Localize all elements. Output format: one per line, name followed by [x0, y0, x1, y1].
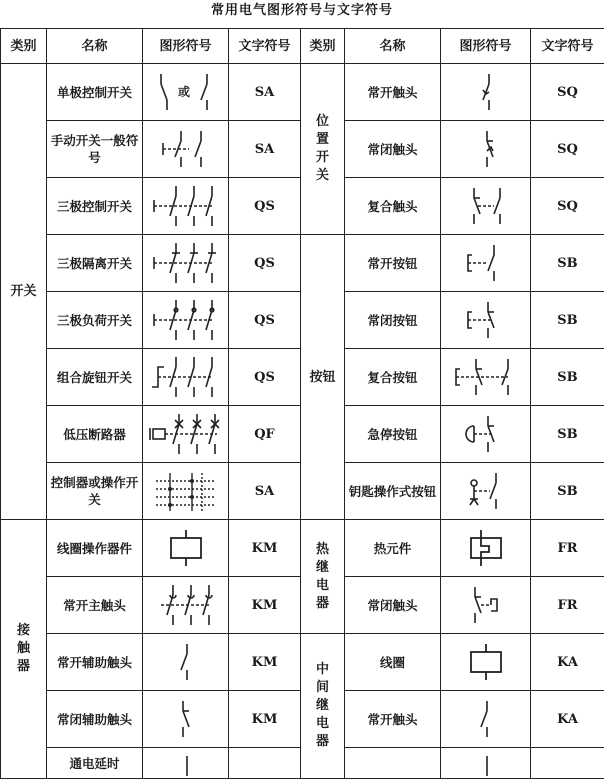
table-row: [1, 64, 604, 121]
coil-icon: [451, 640, 521, 684]
symbol-code: SB: [531, 235, 604, 292]
symbol-name: 复合按钮: [345, 349, 441, 406]
symbol-name: 钥匙操作式按钮: [345, 463, 441, 520]
rotary-switch-icon: [148, 355, 224, 399]
symbol-code: KM: [229, 520, 301, 577]
symbol-name: 常闭触头: [345, 121, 441, 178]
main-contact-icon: [151, 583, 221, 627]
symbol-graphic: [441, 748, 531, 779]
symbol-code: KA: [531, 691, 604, 748]
symbol-graphic: [441, 463, 531, 520]
category-position-switch: 位置开关: [301, 64, 345, 235]
key-operated-button-icon: [448, 469, 524, 513]
symbol-code: SA: [229, 463, 301, 520]
symbol-graphic: [143, 178, 229, 235]
header-row: [1, 29, 604, 64]
symbol-code: SA: [229, 64, 301, 121]
symbol-code: SB: [531, 463, 604, 520]
header-name-left: 名称: [47, 29, 143, 64]
symbol-graphic: [441, 577, 531, 634]
symbol-table: [0, 28, 604, 779]
category-contactor: 接触器: [1, 520, 47, 779]
symbol-graphic: [143, 748, 229, 779]
symbol-name: 线圈操作器件: [47, 520, 143, 577]
manual-switch-icon: [151, 127, 221, 171]
category-thermal-relay: 热继电器: [301, 520, 345, 634]
header-category-left: 类别: [1, 29, 47, 64]
symbol-name: 常闭触头: [345, 577, 441, 634]
symbol-graphic: [143, 634, 229, 691]
symbol-name: 常开触头: [345, 64, 441, 121]
symbol-name: 低压断路器: [47, 406, 143, 463]
header-symbol-left: 图形符号: [143, 29, 229, 64]
symbol-graphic: [441, 691, 531, 748]
circuit-breaker-icon: [147, 412, 225, 456]
symbol-name: 常开触头: [345, 691, 441, 748]
normally-open-contact-icon: [451, 70, 521, 114]
compound-contact-icon: [448, 184, 524, 228]
symbol-code: SB: [531, 406, 604, 463]
symbol-code: QS: [229, 292, 301, 349]
category-button: 按钮: [301, 235, 345, 520]
thermal-element-icon: [451, 526, 521, 570]
symbol-graphic: [441, 349, 531, 406]
header-code-left: 文字符号: [229, 29, 301, 64]
three-pole-load-switch-icon: [148, 298, 224, 342]
push-button-open-icon: [448, 241, 524, 285]
symbol-code: FR: [531, 577, 604, 634]
symbol-graphic: [143, 520, 229, 577]
symbol-graphic: [143, 292, 229, 349]
symbol-graphic: [441, 292, 531, 349]
symbol-code: SB: [531, 349, 604, 406]
three-pole-switch-icon: [148, 184, 224, 228]
symbol-graphic: [143, 691, 229, 748]
symbol-name: 急停按钮: [345, 406, 441, 463]
symbol-code: FR: [531, 520, 604, 577]
symbol-graphic: [441, 178, 531, 235]
header-symbol-right: 图形符号: [441, 29, 531, 64]
table-row: [1, 235, 604, 292]
thermal-nc-contact-icon: [451, 583, 521, 627]
header-name-right: 名称: [345, 29, 441, 64]
symbol-name: 常开主触头: [47, 577, 143, 634]
category-switch: 开关: [1, 64, 47, 520]
symbol-graphic: [441, 406, 531, 463]
symbol-code: [229, 748, 301, 779]
symbol-code: QS: [229, 178, 301, 235]
symbol-code: KM: [229, 691, 301, 748]
compound-button-icon: [446, 355, 526, 399]
symbol-code: SQ: [531, 121, 604, 178]
normally-closed-contact-icon: [451, 127, 521, 171]
single-pole-switch-icon: [151, 70, 221, 114]
symbol-code: KM: [229, 634, 301, 691]
symbol-code: SQ: [531, 64, 604, 121]
symbol-code: [531, 748, 604, 779]
symbol-graphic: [441, 121, 531, 178]
push-button-closed-icon: [448, 298, 524, 342]
symbol-code: SA: [229, 121, 301, 178]
symbol-name: [345, 748, 441, 779]
symbol-code: QF: [229, 406, 301, 463]
symbol-or-text: 或: [177, 84, 189, 99]
symbol-name: 常闭按钮: [345, 292, 441, 349]
three-pole-isolator-icon: [148, 241, 224, 285]
symbol-graphic: [143, 64, 229, 121]
partial-symbol-icon: [451, 750, 521, 776]
symbol-graphic: [143, 235, 229, 292]
controller-switch-icon: [148, 469, 224, 513]
symbol-graphic: [441, 64, 531, 121]
header-code-right: 文字符号: [531, 29, 604, 64]
symbol-code: QS: [229, 235, 301, 292]
table-row: [1, 520, 604, 577]
symbol-name: 三极隔离开关: [47, 235, 143, 292]
category-intermediate-relay: 中间继电器: [301, 634, 345, 779]
symbol-name: 控制器或操作开关: [47, 463, 143, 520]
symbol-name: 热元件: [345, 520, 441, 577]
symbol-name: 三极负荷开关: [47, 292, 143, 349]
normally-closed-contact-icon: [151, 697, 221, 741]
symbol-graphic: [441, 235, 531, 292]
symbol-graphic: [441, 634, 531, 691]
header-category-right: 类别: [301, 29, 345, 64]
symbol-name: 复合触头: [345, 178, 441, 235]
symbol-code: SB: [531, 292, 604, 349]
symbol-graphic: [143, 463, 229, 520]
symbol-name: 常开按钮: [345, 235, 441, 292]
symbol-graphic: [143, 406, 229, 463]
symbol-name: 常闭辅助触头: [47, 691, 143, 748]
symbol-name: 组合旋钮开关: [47, 349, 143, 406]
symbol-name: 线圈: [345, 634, 441, 691]
symbol-name: 手动开关一般符号: [47, 121, 143, 178]
normally-open-contact-icon: [451, 697, 521, 741]
symbol-code: SQ: [531, 178, 604, 235]
symbol-graphic: [143, 121, 229, 178]
symbol-name: 三极控制开关: [47, 178, 143, 235]
page-title: 常用电气图形符号与文字符号: [0, 0, 604, 26]
time-delay-contact-icon: [151, 750, 221, 776]
symbol-graphic: [441, 520, 531, 577]
symbol-code: KA: [531, 634, 604, 691]
symbol-name: 通电延时: [47, 748, 143, 779]
symbol-name: 单极控制开关: [47, 64, 143, 121]
coil-icon: [151, 526, 221, 570]
emergency-stop-icon: [448, 412, 524, 456]
symbol-graphic: [143, 577, 229, 634]
symbol-name: 常开辅助触头: [47, 634, 143, 691]
symbol-code: KM: [229, 577, 301, 634]
symbol-graphic: [143, 349, 229, 406]
table-row: [1, 634, 604, 691]
normally-open-contact-icon: [151, 640, 221, 684]
symbol-code: QS: [229, 349, 301, 406]
